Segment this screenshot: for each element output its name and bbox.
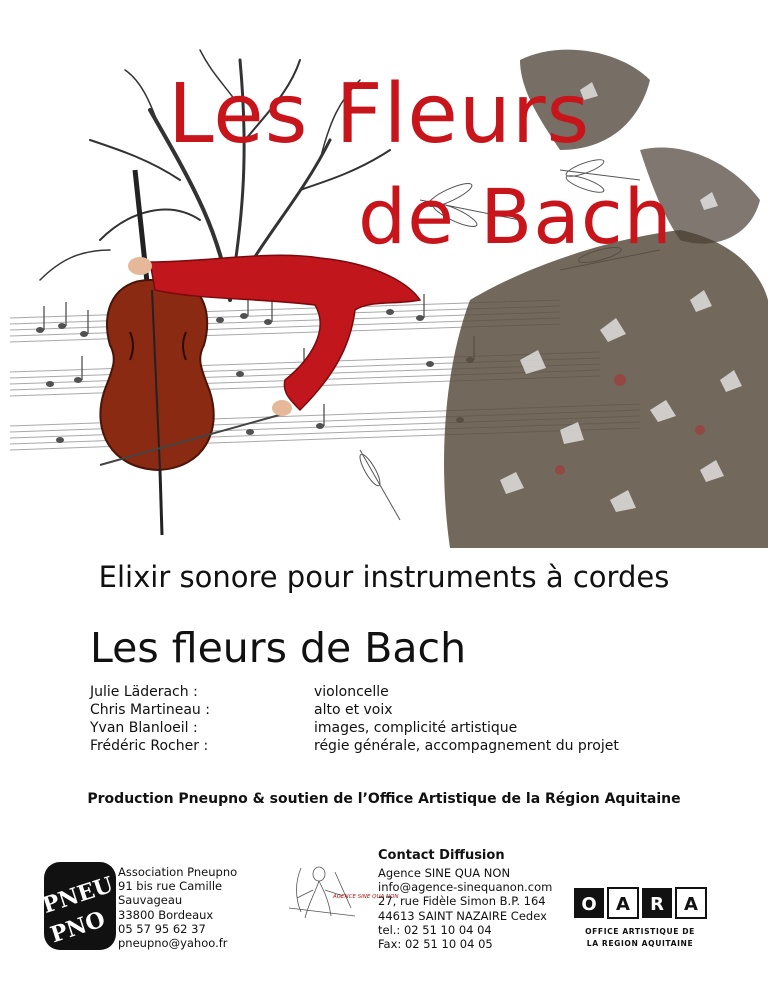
cast-role: images, complicité artistique (314, 720, 518, 736)
contact-details (378, 866, 552, 951)
show-title: Les fleurs de Bach (90, 624, 467, 672)
cast-name: Frédéric Rocher : (90, 738, 209, 754)
address-line: 33800 Bordeaux (118, 907, 214, 922)
cast-row (90, 738, 619, 754)
poster-title-line-2: de Bach (358, 172, 673, 261)
cast-name: Chris Martineau : (90, 702, 210, 718)
pneupno-logo (39, 862, 117, 950)
cast-role: alto et voix (314, 702, 393, 718)
cast-row (90, 684, 389, 700)
oara-letter: O (581, 894, 597, 915)
contact-label: Contact Diffusion (378, 848, 505, 863)
pneupno-logo-text-top: PNEU (39, 871, 117, 919)
oara-caption-line-2: LA REGION AQUITAINE (586, 939, 694, 948)
cello (100, 170, 290, 535)
contact-line: Agence SINE QUA NON (378, 866, 511, 880)
oara-letter: A (616, 894, 630, 915)
address-line: 91 bis rue Camille (118, 879, 223, 894)
production-credit: Production Pneupno & soutien de l’Office Artistique de la Région Aquitaine (87, 791, 681, 807)
contact-line: 27, rue Fidèle Simon B.P. 164 (378, 894, 546, 909)
pneupno-logo-text-bottom: PNO (47, 906, 109, 949)
address-line: 05 57 95 62 37 (118, 921, 206, 936)
address-line: Sauvageau (118, 893, 183, 908)
cast-row (90, 702, 393, 718)
sine-qua-non-logo-text: AGENCE SINE QUA NON (333, 894, 399, 900)
contact-email: info@agence-sinequanon.com (378, 880, 553, 895)
poster-title-line-1: Les Fleurs (168, 67, 591, 162)
contact-line: 44613 SAINT NAZAIRE Cedex (378, 908, 547, 923)
oara-letter: R (650, 894, 664, 915)
cast-role: violoncelle (314, 684, 389, 700)
address-email: pneupno@yahoo.fr (118, 936, 228, 951)
oara-logo (574, 888, 714, 954)
cast-name: Yvan Blanloeil : (90, 720, 198, 736)
sine-qua-non-logo (285, 858, 399, 928)
subtitle: Elixir sonore pour instruments à cordes (98, 560, 670, 594)
association-address (118, 865, 237, 950)
oara-caption-line-1: OFFICE ARTISTIQUE DE (585, 927, 695, 936)
oara-letter: A (684, 894, 698, 915)
cast-role: régie générale, accompagnement du projet (314, 738, 619, 754)
contact-fax: Fax: 02 51 10 04 05 (378, 937, 493, 952)
address-line: Association Pneupno (118, 865, 238, 879)
cast-name: Julie Läderach : (90, 684, 198, 700)
cast-row (90, 720, 518, 736)
contact-phone: tel.: 02 51 10 04 04 (378, 922, 492, 937)
